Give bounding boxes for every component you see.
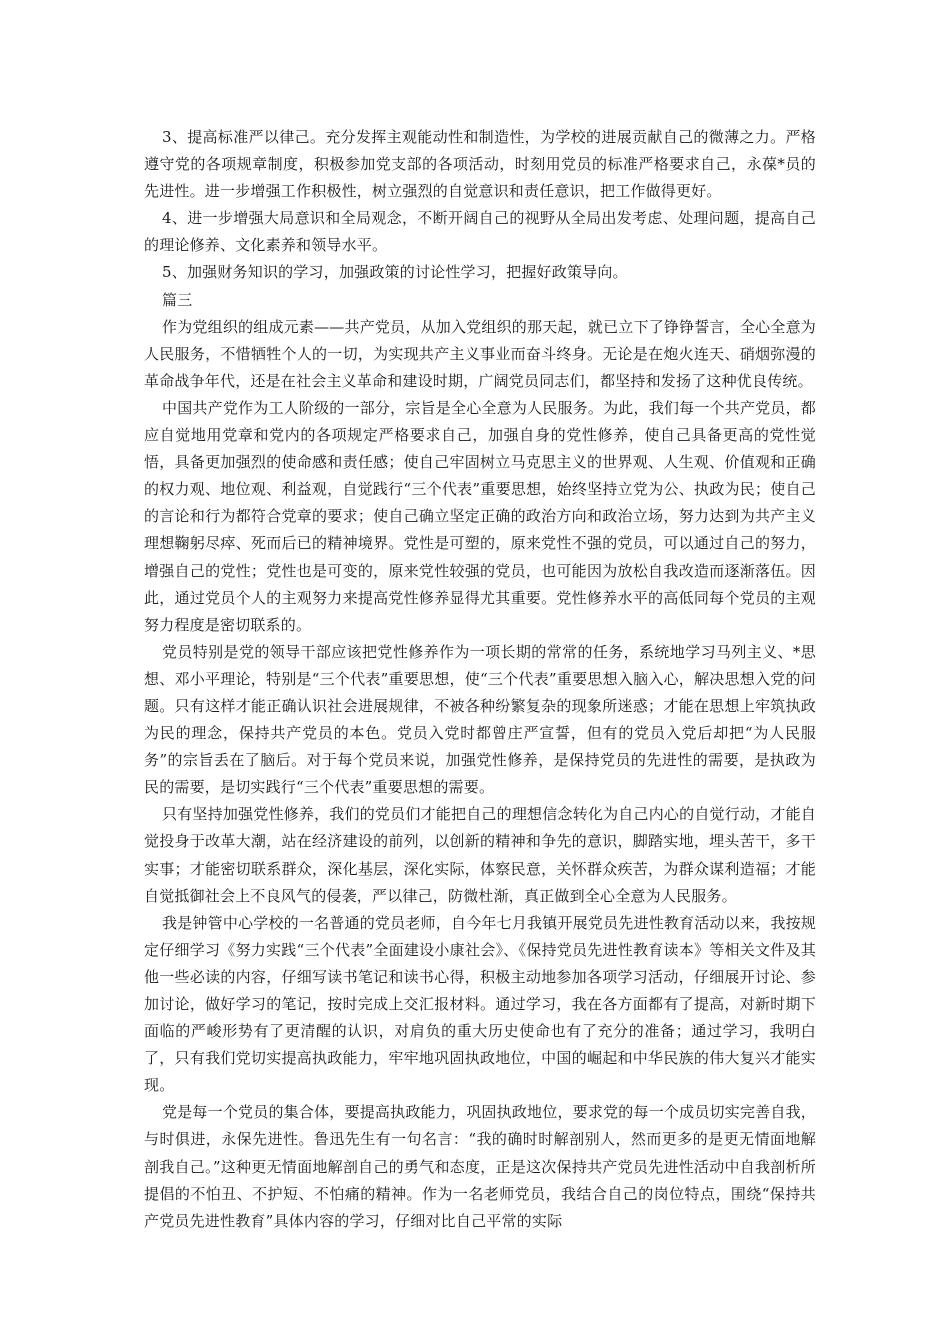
section-paragraph-5: 我是钟管中心学校的一名普通的党员老师，自今年七月我镇开展党员先进性教育活动以来，我按规定仔细学习《努力实践“三个代表”全面建设小康社会》、《保持党员先进性教育读本》等相关文件及其他一些必读的内容，仔细写读书笔记和读书心得，积极主动地参加各项学习活动，仔细展开讨论、参加讨论，做好学习的笔记，按时完成上交汇报材料。通过学习，我在各方面都有了提高，对新时期下面临的严峻形势有了更清醒的认识，对肩负的重大历史使命也有了充分的准备；通过学习，我明白了，只有我们党切实提高执政能力，牢牢地巩固执政地位，中国的崛起和中华民族的伟大复兴才能实现。 xyxy=(144,913,816,1095)
section-paragraph-1: 作为党组织的组成元素——共产党员，从加入党组织的那天起，就已立下了铮铮誓言，全心全意为人民服务，不惜牺牲个人的一切，为实现共产主义事业而奋斗终身。无论是在炮火连天、硝烟弥漫的革命战争年代，还是在社会主义革命和建设时期，广阔党员同志们，都坚持和发扬了这种优良传统。 xyxy=(144,317,816,390)
paragraph-1: 3、提高标准严以律己。充分发挥主观能动性和制造性，为学校的进展贡献自己的微薄之力。严格遵守党的各项规章制度，积极参加党支部的各项活动，时刻用党员的标准严格要求自己，永葆*员的先进性。进一步增强工作积极性，树立强烈的自觉意识和责任意识，把工作做得更好。 xyxy=(144,128,816,201)
section-paragraph-3: 党员特别是党的领导干部应该把党性修养作为一项长期的常常的任务，系统地学习马列主义、*思想、邓小平理论，特别是“三个代表”重要思想，使“三个代表”重要思想入脑入心，解决思想入党的问题。只有这样才能正确认识社会进展规律，不被各种纷繁复杂的现象所迷惑；才能在思想上牢筑执政为民的理念，保持共产党员的本色。党员入党时都曾庄严宣誓，但有的党员入党后却把“为人民服务”的宗旨丢在了脑后。对于每个党员来说，加强党性修养，是保持党员的先进性的需要，是执政为民的需要，是切实践行“三个代表”重要思想的需要。 xyxy=(144,642,816,797)
document-page xyxy=(144,124,816,1235)
section-paragraph-6: 党是每一个党员的集合体，要提高执政能力，巩固执政地位，要求党的每一个成员切实完善自我，与时俱进，永保先进性。鲁迅先生有一句名言：“我的确时时解剖别人，然而更多的是更无情面地解剖我自己。”这种更无情面地解剖自己的勇气和态度，正是这次保持共产党员先进性活动中自我剖析所提倡的不怕丑、不护短、不怕痛的精神。作为一名老师党员，我结合自己的岗位特点，围绕“保持共产党员先进性教育”具体内容的学习，仔细对比自己平常的实际 xyxy=(144,1103,816,1230)
paragraph-3: 5、加强财务知识的学习，加强政策的讨论性学习，把握好政策导向。 xyxy=(162,263,628,282)
section-title: 篇三 xyxy=(162,290,193,309)
paragraph-2: 4、进一步增强大局意识和全局观念，不断开阔自己的视野从全局出发考虑、处理问题，提高自己的理论修养、文化素养和领导水平。 xyxy=(144,209,816,255)
section-paragraph-2: 中国共产党作为工人阶级的一部分，宗旨是全心全意为人民服务。为此，我们每一个共产党员，都应自觉地用党章和党内的各项规定严格要求自己，加强自身的党性修养，使自己具备更高的党性觉悟，具备更加强烈的使命感和责任感；使自己牢固树立马克思主义的世界观、人生观、价值观和正确的权力观、地位观、利益观，自觉践行“三个代表”重要思想，始终坚持立党为公、执政为民；使自己的言论和行为都符合党章的要求；使自己确立坚定正确的政治方向和政治立场，努力达到为共产主义理想鞠躬尽瘁、死而后已的精神境界。党性是可塑的，原来党性不强的党员，可以通过自己的努力，增强自己的党性；党性也是可变的，原来党性较强的党员，也可能因为放松自我改造而逐渐落伍。因此，通过党员个人的主观努力来提高党性修养显得尤其重要。党性修养水平的高低同每个党员的主观努力程度是密切联系的。 xyxy=(144,398,816,634)
section-paragraph-4: 只有坚持加强党性修养，我们的党员们才能把自己的理想信念转化为自己内心的自觉行动，才能自觉投身于改革大潮，站在经济建设的前列，以创新的精神和争先的意识，脚踏实地，埋头苦干，多干实事；才能密切联系群众，深化基层，深化实际，体察民意，关怀群众疾苦，为群众谋利造福；才能自觉抵御社会上不良风气的侵袭，严以律己，防微杜渐，真正做到全心全意为人民服务。 xyxy=(144,805,816,905)
